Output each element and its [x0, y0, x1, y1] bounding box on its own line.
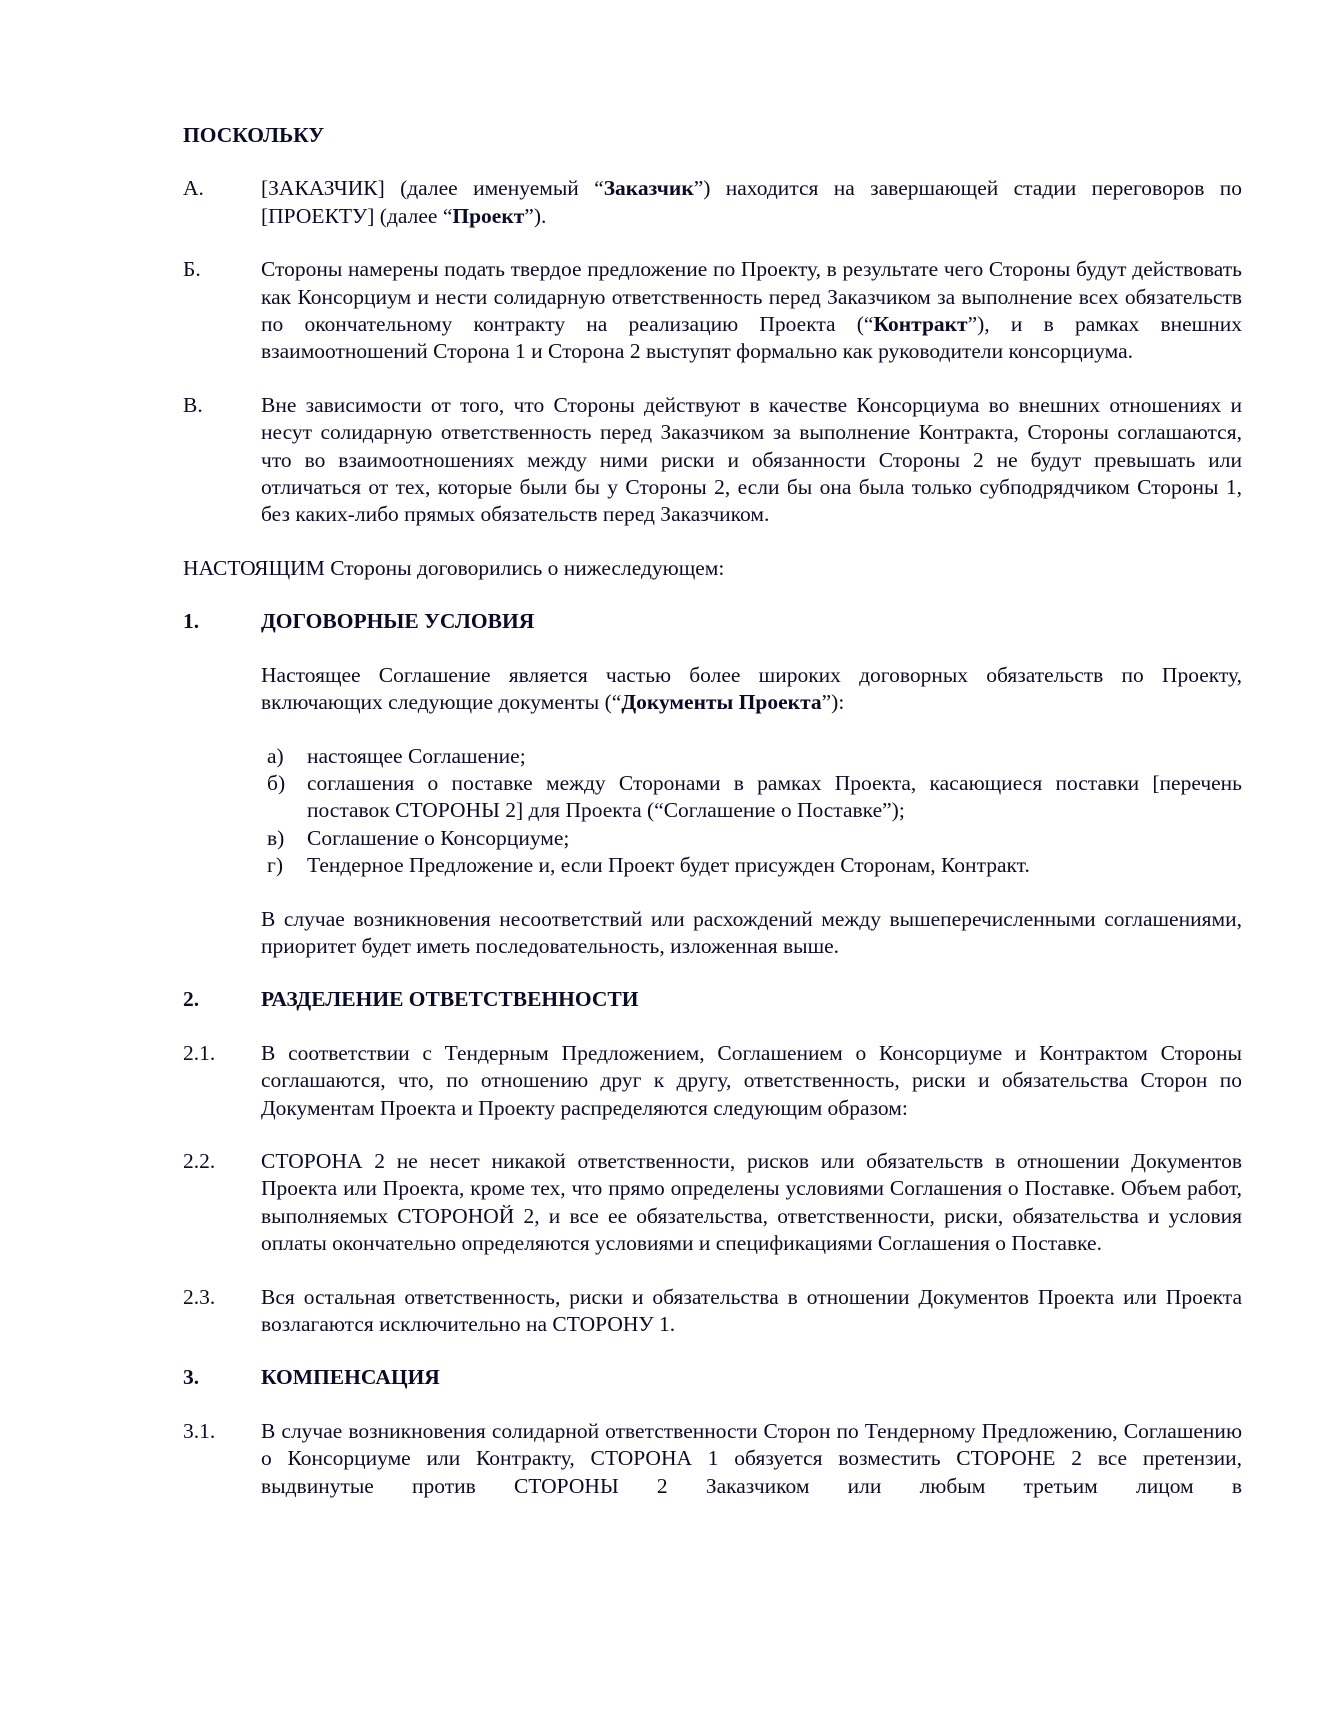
section-title: КОМПЕНСАЦИЯ [261, 1365, 440, 1390]
clause-text: В случае возникновения солидарной ответственности Сторон по Тендерному Предложению, Соглашению о Консорциуме или Контракту, СТОРОНА 1 обязуется возместить СТОРОНЕ 2 все претензии, выдвинутые против СТОРОНЫ 2 Заказчиком или любым третьим лицом в [261, 1418, 1242, 1498]
list-item-text: Тендерное Предложение и, если Проект будет присужден Сторонам, Контракт. [307, 853, 1030, 878]
recital-label: Б. [183, 257, 201, 282]
list-item [261, 770, 1242, 825]
section-1-closing: В случае возникновения несоответствий или расхождений между вышеперечисленными соглашениями, приоритет будет иметь последовательность, изложенная выше. [261, 906, 1242, 958]
recital-text: Вне зависимости от того, что Стороны действуют в качестве Консорциума во внешних отношениях и несут солидарную ответственность перед Заказчиком за выполнение Контракта, Стороны соглашаются, что во взаимоотношениях между ними риски и обязанности Стороны 2 не будут превышать или отличаться от тех, которые были бы у Стороны 2, если бы она была только субподрядчиком Стороны 1, без каких-либо прямых обязательств перед Заказчиком. [261, 392, 1242, 527]
section-number: 1. [183, 609, 200, 634]
list-item [261, 743, 1242, 770]
clause-text: В соответствии с Тендерным Предложением, Соглашением о Консорциуме и Контрактом Стороны соглашаются, что, по отношению друг к другу, ответственность, риски и обязательства Сторон по Документам Проекта и Проекту распределяются следующим образом: [261, 1040, 1242, 1120]
recital-v [183, 392, 1242, 529]
clause-2-3 [183, 1284, 1242, 1339]
recital-text [261, 256, 1242, 366]
list-item-label: б) [267, 770, 286, 795]
list-item-text: настоящее Соглашение; [307, 743, 526, 768]
clause-text: СТОРОНА 2 не несет никакой ответственности, рисков или обязательств в отношении Документов Проекта или Проекта, кроме тех, что прямо определены условиями Соглашения о Поставке. Объем работ, выполняемых СТОРОНОЙ 2, и все ее обязательства, ответственности, риски, обязательства и условия оплаты окончательно определяются условиями и спецификациями Соглашения о Поставке. [261, 1148, 1242, 1256]
section-heading-1 [183, 608, 1242, 635]
clause-text: Вся остальная ответственность, риски и обязательства в отношении Документов Проекта или Проекта возлагаются исключительно на СТОРОНУ 1. [261, 1284, 1242, 1336]
document-page [183, 122, 1242, 1526]
recital-text [261, 175, 1242, 230]
recital-label: А. [183, 176, 204, 201]
text-run: Стороны намерены подать твердое предложение по Проекту, в результате чего Стороны будут действовать как Консорциум и нести солидарную ответственность перед Заказчиком за выполнение всех обязательств по окончательному контракту на реализацию Проекта (“ [261, 257, 1242, 337]
list-item [261, 852, 1242, 879]
clause-number: 3.1. [183, 1418, 216, 1443]
defined-term-contract: Контракт [873, 312, 968, 337]
list-item-label: г) [267, 853, 283, 878]
recital-a [183, 175, 1242, 230]
clause-number: 2.1. [183, 1040, 216, 1065]
clause-number: 2.3. [183, 1284, 216, 1309]
text-run: ”). [524, 203, 547, 228]
clause-3-1 [183, 1418, 1242, 1500]
recital-b [183, 256, 1242, 366]
whereas-heading: ПОСКОЛЬКУ [183, 123, 325, 147]
section-number: 3. [183, 1365, 200, 1390]
list-item-label: а) [267, 743, 284, 768]
section-heading-3 [183, 1364, 1242, 1391]
recital-label: В. [183, 392, 203, 417]
text-run: Настоящее Соглашение является частью более широких договорных обязательств по Проекту, включающих следующие документы (“ [261, 662, 1242, 715]
agreement-intro: НАСТОЯЩИМ Стороны договорились о нижеследующем: [183, 555, 725, 580]
defined-term-project-documents: Документы Проекта [621, 690, 822, 715]
section-1-intro [261, 662, 1242, 717]
section-number: 2. [183, 987, 200, 1012]
list-item-label: в) [267, 825, 285, 850]
defined-term-customer: Заказчик [603, 176, 694, 201]
defined-term-project: Проект [452, 203, 525, 228]
text-run: ”): [821, 690, 845, 715]
text-run: [ЗАКАЗЧИК] (далее именуемый “ [261, 176, 604, 201]
clause-2-1 [183, 1040, 1242, 1122]
list-item [261, 825, 1242, 852]
section-title: РАЗДЕЛЕНИЕ ОТВЕТСТВЕННОСТИ [261, 987, 639, 1012]
section-title: ДОГОВОРНЫЕ УСЛОВИЯ [261, 609, 535, 634]
section-heading-2 [183, 986, 1242, 1013]
project-documents-list [261, 743, 1242, 880]
list-item-text: соглашения о поставке между Сторонами в рамках Проекта, касающиеся поставки [перечень поставок СТОРОНЫ 2] для Проекта (“Соглашение о Поставке”); [307, 770, 1242, 823]
text-run: ”), и в рамках внешних взаимоотношений Сторона 1 и Сторона 2 выступят формально как руководители консорциума. [261, 312, 1242, 364]
text-run: ”) находится на завершающей стадии переговоров по [ПРОЕКТУ] (далее “ [261, 176, 1243, 228]
clause-number: 2.2. [183, 1148, 216, 1173]
list-item-text: Соглашение о Консорциуме; [307, 825, 570, 850]
clause-2-2 [183, 1148, 1242, 1258]
